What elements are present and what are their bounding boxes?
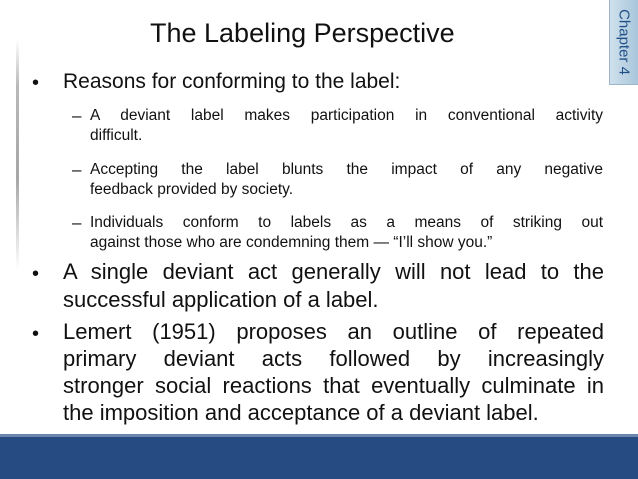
sub-bullet-marker: – bbox=[72, 213, 82, 232]
sub-bullet-3-line-1: Individuals conform to labels as a means of striking out bbox=[90, 214, 603, 231]
chapter-label: Chapter 4 bbox=[615, 9, 633, 75]
sub-bullet-1-line-1: A deviant label makes participation in conventional activity bbox=[90, 107, 603, 124]
bullet-1-text bbox=[63, 68, 633, 95]
sub-bullet-marker: – bbox=[72, 106, 82, 125]
sub-bullet-marker: – bbox=[72, 160, 82, 179]
bullet-2-line-2: successful application of a label. bbox=[63, 287, 379, 312]
footer-bar bbox=[0, 437, 638, 479]
slide-title: The Labeling Perspective bbox=[150, 18, 455, 48]
sub-bullet-2-line-2: feedback provided by society. bbox=[90, 181, 294, 198]
left-decorative-rule bbox=[16, 40, 19, 270]
sub-bullet-3-text bbox=[90, 213, 603, 253]
bullet-1-line-1: Reasons for conforming to the label: bbox=[63, 70, 401, 93]
bullet-3-line-4: the imposition and acceptance of a deviant label. bbox=[63, 400, 539, 425]
bullet-3-line-3: stronger social reactions that eventually culminate in bbox=[63, 373, 604, 398]
bullet-marker: • bbox=[32, 72, 40, 94]
bullet-3-text bbox=[63, 318, 604, 426]
bullet-marker: • bbox=[32, 263, 40, 285]
bullet-2-line-1: A single deviant act generally will not lead to the bbox=[63, 259, 604, 284]
sub-bullet-1-line-2: difficult. bbox=[90, 127, 143, 144]
sub-bullet-2-text bbox=[90, 160, 603, 200]
sub-bullet-1-text bbox=[90, 106, 603, 146]
sub-bullet-3-line-2: against those who are condemning them — “I’ll show you.” bbox=[90, 234, 493, 251]
bullet-3-line-2: primary deviant acts followed by increasingly bbox=[63, 346, 604, 371]
sub-bullet-2-line-1: Accepting the label blunts the impact of any negative bbox=[90, 161, 603, 178]
bullet-2-text bbox=[63, 258, 604, 314]
bullet-3-line-1: Lemert (1951) proposes an outline of repeated bbox=[63, 319, 604, 344]
bullet-marker: • bbox=[32, 323, 40, 345]
